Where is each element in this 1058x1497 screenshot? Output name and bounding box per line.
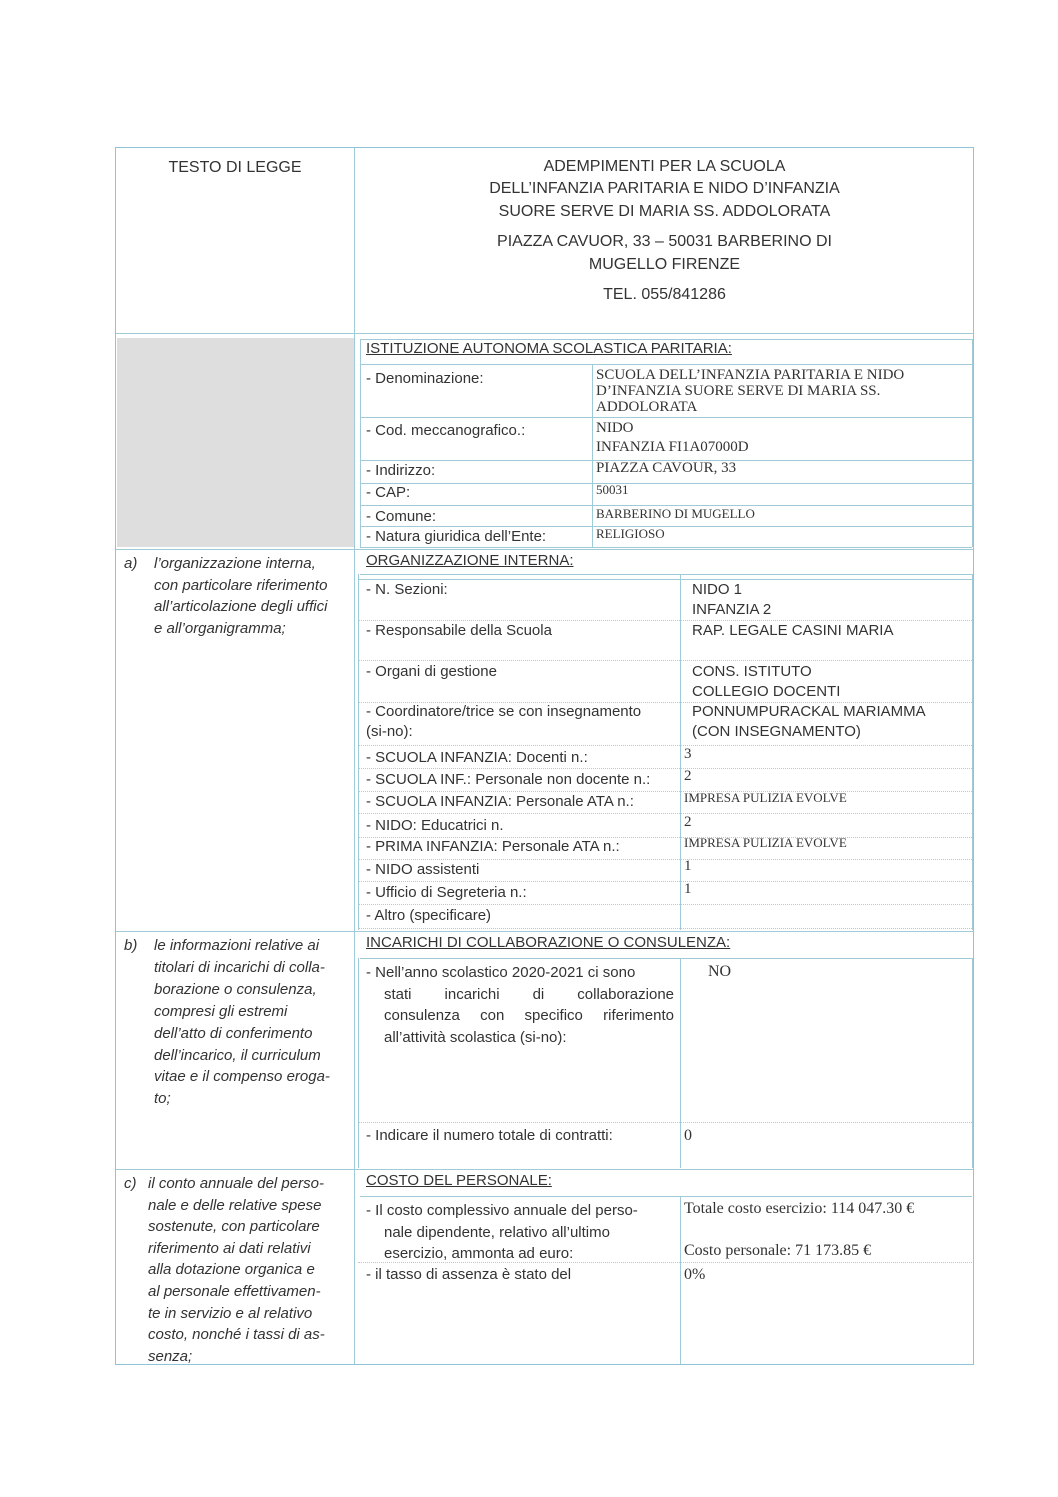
law-a-label: a): [124, 555, 138, 572]
organizzazione-value: 1: [684, 881, 692, 897]
codice-value-line: NIDO: [596, 420, 634, 436]
organizzazione-heading: ORGANIZZAZIONE INTERNA:: [366, 552, 574, 569]
row-border: [972, 574, 973, 930]
organizzazione-label-line: - Coordinatore/trice se con insegnamento: [366, 703, 642, 720]
gray-panel: [117, 338, 354, 547]
contratti-question: - Indicare il numero totale di contratti:: [366, 1127, 613, 1144]
costo-question-line: nale dipendente, relativo all’ultimo: [384, 1223, 610, 1241]
header-title-line: SUORE SERVE DI MARIA SS. ADDOLORATA: [498, 203, 831, 220]
organizzazione-value: IMPRESA PULIZIA EVOLVE: [684, 790, 847, 805]
law-c-text-line: nale e delle relative spese: [148, 1196, 322, 1214]
law-c-text-line: te in servizio e al relativo: [148, 1304, 313, 1322]
law-a-text-line: e all’organigramma;: [154, 619, 286, 637]
law-b-text-line: dell’incarico, il curriculum: [154, 1046, 321, 1064]
row-border: [358, 745, 972, 746]
law-b-text-line: to;: [154, 1090, 171, 1108]
denominazione-value-line: D’INFANZIA SUORE SERVE DI MARIA SS.: [596, 383, 881, 399]
row-border: [360, 1196, 972, 1197]
organizzazione-value: 1: [684, 858, 692, 874]
organizzazione-value: 2: [684, 814, 692, 830]
law-c-text-line: sostenute, con particolare: [148, 1218, 320, 1236]
costo-personale: Costo personale: 71 173.85 €: [684, 1242, 872, 1259]
header-title-line: TEL. 055/841286: [603, 286, 726, 303]
divider-a: [116, 549, 974, 550]
organizzazione-value: 2: [684, 768, 692, 784]
divider-header: [116, 333, 974, 334]
istituzione-label: - Natura giuridica dell’Ente:: [366, 528, 547, 545]
col-border: [680, 958, 681, 1168]
row-border: [358, 660, 972, 661]
organizzazione-label-line: - Altro (specificare): [366, 907, 492, 924]
organizzazione-label-line: - SCUOLA INFANZIA: Docenti n.:: [366, 749, 588, 766]
row-border: [972, 339, 973, 547]
costo-question-line: - Il costo complessivo annuale del perso-: [366, 1202, 638, 1219]
incarichi-question-line: - Nell’anno scolastico 2020-2021 ci sono: [366, 964, 636, 981]
organizzazione-value-line: INFANZIA 2: [692, 601, 772, 618]
incarichi-question-line: stati incarichi di collaborazione: [384, 985, 674, 1003]
row-border: [358, 1122, 972, 1123]
law-c-text-line: il conto annuale del perso-: [148, 1175, 324, 1192]
incarichi-answer: NO: [708, 963, 732, 980]
istituzione-label: - Cod. meccanografico.:: [366, 422, 526, 439]
row-border: [358, 574, 359, 930]
law-a-text-line: con particolare riferimento: [154, 576, 328, 594]
organizzazione-label-line: (si-no):: [366, 723, 413, 740]
law-a-text-line: all’articolazione degli uffici: [154, 598, 328, 616]
row-border: [358, 579, 972, 580]
col-border: [592, 365, 593, 547]
law-b-text-line: borazione o consulenza,: [154, 980, 317, 998]
row-border: [358, 813, 972, 814]
law-b-text-line: dell’atto di conferimento: [154, 1024, 313, 1042]
law-b-text-line: compresi gli estremi: [154, 1002, 288, 1020]
denominazione-value-line: SCUOLA DELL’INFANZIA PARITARIA E NIDO: [596, 367, 905, 383]
row-border: [358, 904, 972, 905]
divider-c: [116, 1169, 974, 1170]
row-border: [972, 958, 973, 1168]
law-c-text-line: riferimento ai dati relativi: [148, 1239, 311, 1257]
istituzione-label: - CAP:: [366, 484, 411, 501]
divider-b: [116, 931, 974, 932]
costo-question-line: esercizio, ammonta ad euro:: [384, 1245, 574, 1262]
contratti-answer: 0: [684, 1127, 692, 1144]
incarichi-question-line: all’attività scolastica (si-no):: [384, 1029, 567, 1047]
istituzione-value: 50031: [596, 482, 629, 497]
organizzazione-value: 3: [684, 746, 692, 762]
header-title-line: MUGELLO FIRENZE: [588, 256, 741, 273]
row-border: [360, 417, 972, 418]
col-border: [680, 1196, 681, 1364]
incarichi-question-line: consulenza con specifico riferimento: [384, 1007, 674, 1025]
law-b-label: b): [124, 937, 138, 954]
row-border: [358, 768, 972, 769]
row-border: [360, 574, 972, 575]
law-b-text-line: titolari di incarichi di colla-: [154, 958, 325, 976]
organizzazione-value-line: PONNUMPURACKAL MARIAMMA: [692, 703, 926, 720]
header-title-line: DELL’INFANZIA PARITARIA E NIDO D’INFANZIA: [489, 180, 840, 197]
istituzione-value: RELIGIOSO: [596, 526, 665, 541]
row-border: [358, 958, 359, 1168]
organizzazione-label-line: - Responsabile della Scuola: [366, 622, 552, 639]
istituzione-label: - Comune:: [366, 508, 437, 525]
organizzazione-value-line: RAP. LEGALE CASINI MARIA: [692, 622, 894, 639]
row-border: [360, 958, 972, 959]
row-border: [360, 483, 972, 484]
row-border: [358, 928, 972, 929]
col-border: [680, 574, 681, 930]
law-c-text-line: costo, nonché i tassi di as-: [148, 1326, 325, 1344]
costo-heading: COSTO DEL PERSONALE:: [366, 1172, 552, 1189]
law-c-text-line: al personale effettivamen-: [148, 1283, 321, 1300]
organizzazione-label-line: - NIDO: Educatrici n.: [366, 817, 504, 834]
istituzione-heading: ISTITUZIONE AUTONOMA SCOLASTICA PARITARIA:: [366, 340, 732, 357]
row-border: [360, 364, 972, 365]
istituzione-label: - Denominazione:: [366, 370, 484, 387]
codice-value-line: INFANZIA FI1A07000D: [596, 439, 749, 455]
law-text-header: TESTO DI LEGGE: [168, 159, 302, 176]
organizzazione-value: IMPRESA PULIZIA EVOLVE: [684, 835, 847, 850]
header-title-line: ADEMPIMENTI PER LA SCUOLA: [543, 158, 786, 175]
organizzazione-label-line: - PRIMA INFANZIA: Personale ATA n.:: [366, 838, 620, 855]
istituzione-label: - Indirizzo:: [366, 462, 436, 479]
istituzione-value: PIAZZA CAVOUR, 33: [596, 460, 737, 476]
divider-main: [354, 148, 355, 1364]
organizzazione-label-line: - N. Sezioni:: [366, 581, 448, 598]
istituzione-value: BARBERINO DI MUGELLO: [596, 506, 755, 521]
row-border: [360, 547, 972, 548]
organizzazione-label-line: - Ufficio di Segreteria n.:: [366, 884, 527, 901]
denominazione-value-line: ADDOLORATA: [596, 399, 698, 415]
organizzazione-label-line: - SCUOLA INF.: Personale non docente n.:: [366, 771, 651, 788]
law-a-text-line: l’organizzazione interna,: [154, 555, 316, 572]
costo-totale: Totale costo esercizio: 114 047.30 €: [684, 1200, 915, 1217]
incarichi-heading: INCARICHI DI COLLABORAZIONE O CONSULENZA:: [366, 934, 731, 951]
assenza-answer: 0%: [684, 1266, 706, 1283]
law-b-text-line: vitae e il compenso eroga-: [154, 1068, 330, 1086]
organizzazione-value-line: CONS. ISTITUTO: [692, 663, 812, 680]
law-c-label: c): [124, 1175, 137, 1192]
organizzazione-value-line: (CON INSEGNAMENTO): [692, 723, 861, 740]
organizzazione-label-line: - NIDO assistenti: [366, 861, 480, 878]
law-c-text-line: alla dotazione organica e: [148, 1261, 315, 1279]
organizzazione-label-line: - SCUOLA INFANZIA: Personale ATA n.:: [366, 793, 634, 810]
row-border: [358, 881, 972, 882]
organizzazione-label-line: - Organi di gestione: [366, 663, 497, 680]
header-title-line: PIAZZA CAVUOR, 33 – 50031 BARBERINO DI: [497, 233, 832, 250]
law-c-text-line: senza;: [148, 1347, 193, 1365]
law-b-text-line: le informazioni relative ai: [154, 937, 320, 954]
row-border: [360, 339, 361, 547]
organizzazione-value-line: NIDO 1: [692, 581, 743, 598]
assenza-question: - il tasso di assenza è stato del: [366, 1266, 572, 1283]
organizzazione-value-line: COLLEGIO DOCENTI: [692, 683, 841, 700]
